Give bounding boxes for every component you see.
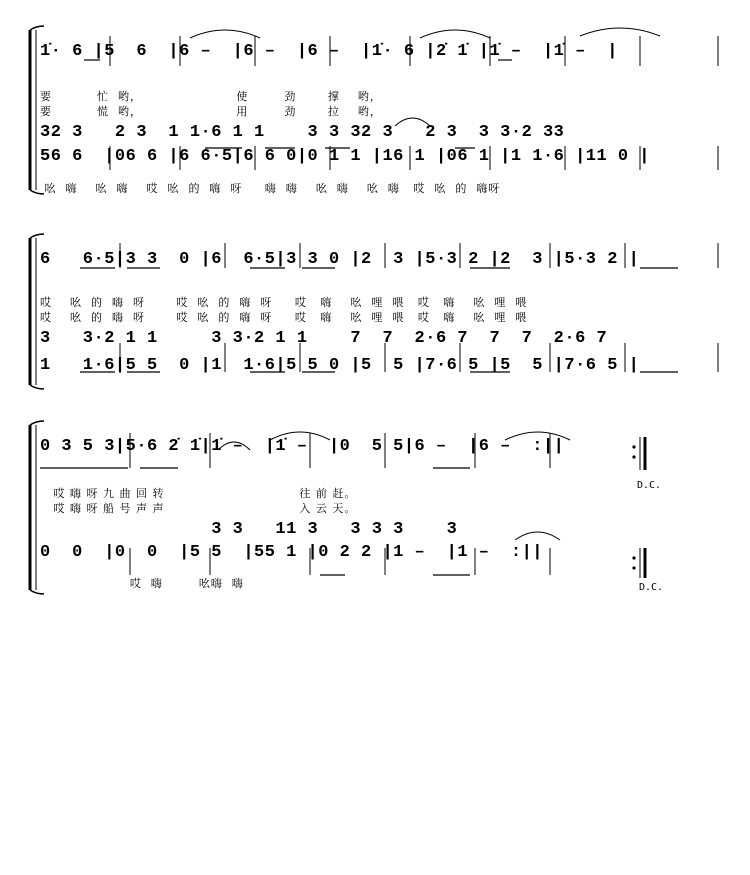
lyric-line-s2-r3: 哎 吆 的 嗨 呀 哎 吆 的 嗨 呀 哎 嗨 吆 哩 喂 哎 嗨 吆 哩 喂 <box>40 311 528 324</box>
dc-marking-lower: D.C. <box>639 582 664 593</box>
lyric-line-s3-r3: 哎 嗨 呀 船 号 声 声 入 云 天。 <box>40 502 357 515</box>
lyric-line-s2-r2: 哎 吆 的 嗨 呀 哎 吆 的 嗨 呀 哎 嗨 吆 哩 喂 哎 嗨 吆 哩 喂 <box>40 296 528 309</box>
dc-marking-upper: D.C. <box>637 480 662 491</box>
repeat-dot-bottom-1 <box>632 455 635 458</box>
bracket-hook-top-1 <box>30 26 44 30</box>
repeat-dot-top-1 <box>632 445 635 448</box>
notation-line-s2-r4: 3 3·2 1 1 3 3·2 1 1 7 7 2·6 7 7 7 2·6 7 <box>40 329 608 348</box>
slur-2 <box>420 30 490 38</box>
lyric-line-s1-r2: 要 忙 哟， 使 劲 撑 哟， <box>40 90 382 103</box>
slur-8 <box>515 532 560 540</box>
lyric-line-s1-r6: 吆 嗨 吆 嗨 哎 吆 的 嗨 呀 嗨 嗨 吆 嗨 吆 嗨 哎 吆 的 嗨呀 <box>40 182 501 195</box>
notation-line-s3-r1: 0 3 5 3|5·6 2̇ 1̇|1̇ – |1̇ – |0 5 5|6 – |6 – :|| <box>40 437 565 456</box>
notation-line-s1-r5: 56 6 |06 6 |6 6·5|6 6 0|0 1 1 |16 1 |06 1 |1 1·6 |11 0 | <box>40 147 650 166</box>
lyric-line-s3-r2: 哎 嗨 呀 九 曲 回 转 往 前 赶。 <box>40 487 357 500</box>
notation-line-s2-r1: 6 6·5|3 3 0 |6 6·5|3 3 0 |2 3 |5·3 2 |2 3 |5·3 2 | <box>40 250 640 269</box>
slur-3 <box>580 28 660 36</box>
notation-line-s3-r4: 3 3 11 3 3 3 3 3 <box>40 520 458 539</box>
lyric-line-s3-r6: 哎 嗨 吆嗨 嗨 <box>40 577 244 590</box>
repeat-dot-top-2 <box>632 556 635 559</box>
repeat-dot-bottom-2 <box>632 566 635 569</box>
notation-line-s2-r5: 1 1·6|5 5 0 |1 1·6|5 5 0 |5 5 |7·6 5 |5 5 |7·6 5 | <box>40 356 640 375</box>
notation-line-s1-r1: 1̇· 6 |5 6 |6 – |6 – |6 – |1̇· 6 |2̇ 1̇ |1̇ – |1̇ – | <box>40 42 618 61</box>
bracket-hook-bottom-2 <box>30 385 44 389</box>
lyric-line-s1-r3: 要 慌 哟， 用 劲 拉 哟， <box>40 105 382 118</box>
notation-line-s3-r5: 0 0 |0 0 |5 5 |55 1 |0 2 2 |1 – |1 – :|| <box>40 543 543 562</box>
bracket-hook-top-3 <box>30 421 44 425</box>
notation-line-s1-r4: 32 3 2 3 1 1·6 1 1 3 3 32 3 2 3 3 3·2 33 <box>40 123 565 142</box>
bracket-hook-top-2 <box>30 234 44 238</box>
slur-1 <box>190 30 260 38</box>
